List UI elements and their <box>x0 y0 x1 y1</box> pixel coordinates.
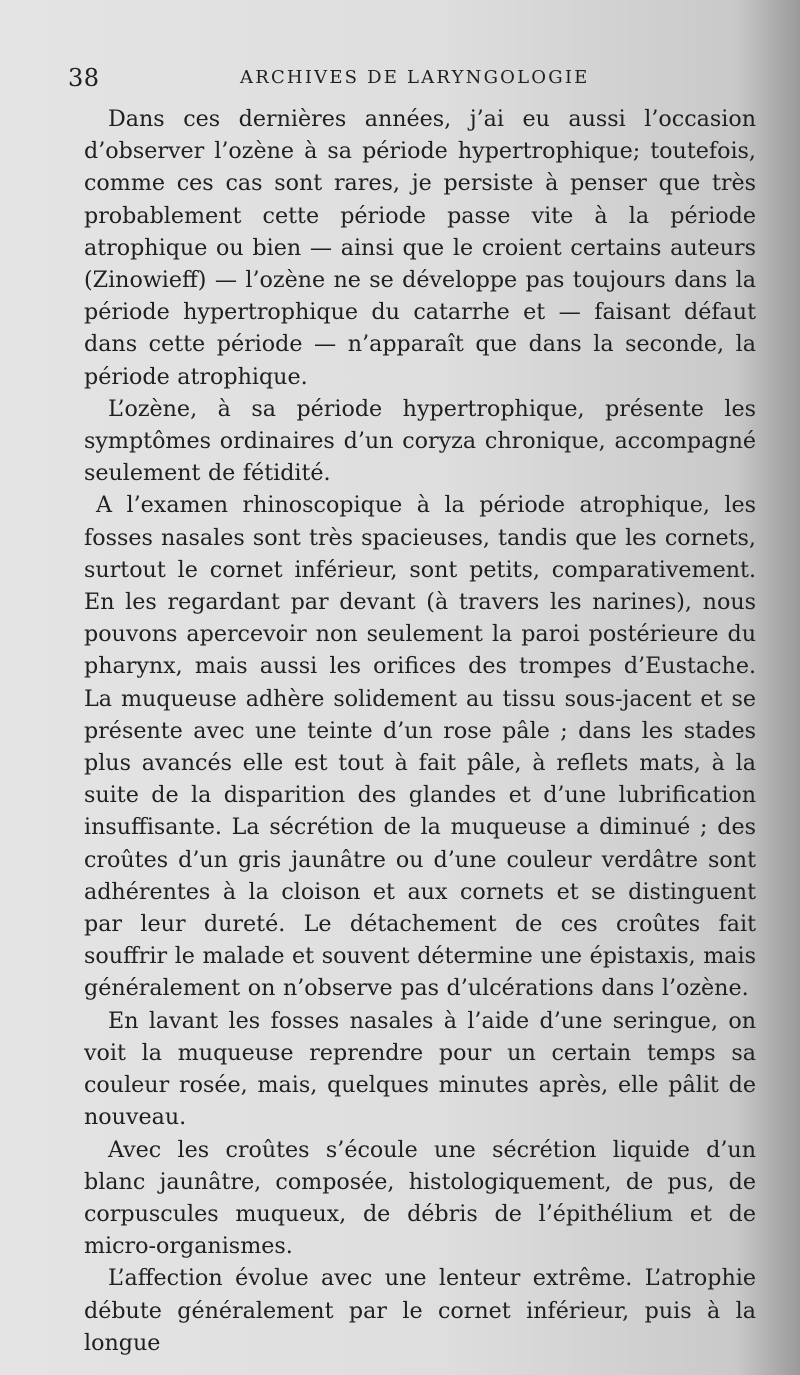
paragraph-3: A l’examen rhinoscopique à la période atrophique, les fosses nasales sont très spacieuses, tandis que les cornets, surtout le cornet inférieur, sont petits, comparativement. En les regardant par devant (à travers les narines), nous pouvons apercevoir non seulement la paroi postérieure du pharynx, mais aussi les orifices des trompes d’Eustache. La muqueuse adhère solidement au tissu sous-jacent et se présente avec une teinte d’un rose pâle ; dans les stades plus avancés elle est tout à fait pâle, à reflets mats, à la suite de la disparition des glandes et d’une lubrification insuffisante. La sécrétion de la muqueuse a diminué ; des croûtes d’un gris jaunâtre ou d’une couleur verdâtre sont adhérentes à la cloison et aux cornets et se distinguent par leur dureté. Le détachement de ces croûtes fait souffrir le malade et souvent détermine une épistaxis, mais généralement on n’observe pas d’ulcérations dans l’ozène. <box>84 492 756 1002</box>
paragraph-6: L’affection évolue avec une lenteur extrême. L’atrophie débute généralement par le cornet inférieur, puis à la longue <box>84 1265 756 1356</box>
page-header <box>68 58 768 98</box>
page-number: 38 <box>68 64 100 92</box>
paragraph-5: Avec les croûtes s’écoule une sécrétion liquide d’un blanc jaunâtre, composée, histologiquement, de pus, de corpuscules muqueux, de débris de l’épithélium et de micro-organismes. <box>84 1136 756 1260</box>
running-title: ARCHIVES DE LARYNGOLOGIE <box>240 67 590 88</box>
paragraph-1: Dans ces dernières années, j’ai eu aussi l’occasion d’observer l’ozène à sa période hypertrophique; toutefois, comme ces cas sont rares, je persiste à penser que très probablement cette période passe vite à la période atrophique ou bien — ainsi que le croient certains auteurs (Zinowieff) — l’ozène ne se développe pas toujours dans la période hypertrophique du catarrhe et — faisant défaut dans cette période — n’apparaît que dans la seconde, la période atrophique. <box>84 106 756 390</box>
body-text <box>84 103 756 1359</box>
paragraph-4: En lavant les fosses nasales à l’aide d’une seringue, on voit la muqueuse reprendre pour un certain temps sa couleur rosée, mais, quelques minutes après, elle pâlit de nouveau. <box>84 1007 756 1131</box>
paragraph-2: L’ozène, à sa période hypertrophique, présente les symptômes ordinaires d’un coryza chronique, accompagné seulement de fétidité. <box>84 395 756 487</box>
